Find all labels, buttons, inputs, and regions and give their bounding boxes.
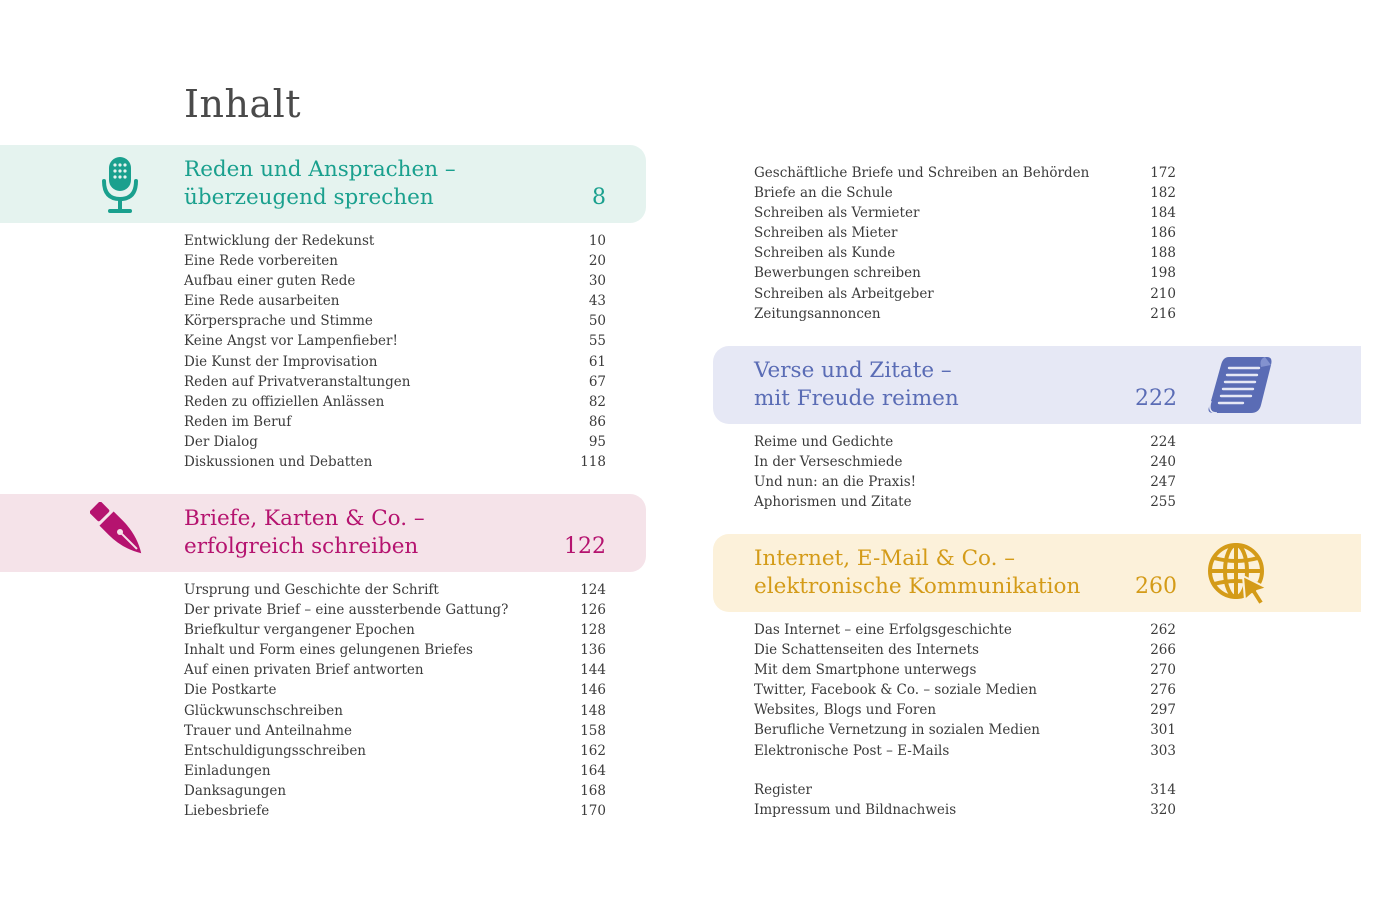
toc-entry[interactable]: Schreiben als Vermieter 184 (754, 205, 1176, 222)
toc-list-reden (184, 231, 606, 472)
chapter-header-briefe[interactable] (0, 494, 646, 572)
toc-entry[interactable]: Danksagungen 168 (184, 782, 606, 799)
toc-entry[interactable]: Eine Rede vorbereiten 20 (184, 253, 606, 270)
chapter-title: Reden und Ansprachen – überzeugend sprechen (184, 157, 456, 210)
toc-entry[interactable]: Briefe an die Schule 182 (754, 185, 1176, 202)
chapter-header-verse[interactable] (713, 346, 1361, 424)
chapter-title: Verse und Zitate – mit Freude reimen (754, 358, 959, 411)
chapter-page: 222 (1135, 386, 1177, 411)
toc-entry[interactable]: Schreiben als Mieter 186 (754, 225, 1176, 242)
toc-entry[interactable]: Reden zu offiziellen Anlässen 82 (184, 393, 606, 410)
toc-entry[interactable]: Twitter, Facebook & Co. – soziale Medien 276 (754, 682, 1176, 699)
toc-entry[interactable]: Der private Brief – eine aussterbende Gattung? 126 (184, 602, 606, 619)
fountain-pen-icon (90, 502, 150, 562)
chapter-page: 8 (592, 185, 606, 210)
toc-entry[interactable]: Eine Rede ausarbeiten 43 (184, 293, 606, 310)
chapter-title: Internet, E-Mail & Co. – elektronische Kommunikation (754, 546, 1081, 599)
microphone-icon (100, 155, 140, 215)
toc-entry[interactable]: Zeitungsannoncen 216 (754, 305, 1176, 322)
toc-entry[interactable]: Entschuldigungsschreiben 162 (184, 742, 606, 759)
toc-entry[interactable]: Keine Angst vor Lampenfieber! 55 (184, 333, 606, 350)
toc-entry[interactable]: Aufbau einer guten Rede 30 (184, 273, 606, 290)
toc-list-briefe (184, 580, 606, 821)
toc-entry[interactable]: Geschäftliche Briefe und Schreiben an Behörden 172 (754, 165, 1176, 181)
chapter-page: 122 (564, 534, 606, 559)
toc-list-internet (754, 620, 1176, 761)
toc-entry[interactable]: Reime und Gedichte 224 (754, 434, 1176, 450)
scroll-icon (1207, 355, 1275, 415)
page-title: Inhalt (184, 82, 302, 126)
toc-entry[interactable]: Einladungen 164 (184, 762, 606, 779)
chapter-header-reden[interactable] (0, 145, 646, 223)
toc-entry[interactable]: Entwicklung der Redekunst 10 (184, 233, 606, 249)
toc-entry[interactable]: Körpersprache und Stimme 50 (184, 313, 606, 330)
toc-entry[interactable]: Die Kunst der Improvisation 61 (184, 353, 606, 370)
toc-entry[interactable]: Schreiben als Arbeitgeber 210 (754, 285, 1176, 302)
toc-list-briefe-continued (754, 163, 1176, 324)
toc-entry[interactable]: Aphorismen und Zitate 255 (754, 494, 1176, 511)
toc-entry[interactable]: Die Postkarte 146 (184, 682, 606, 699)
toc-entry[interactable]: Briefkultur vergangener Epochen 128 (184, 622, 606, 639)
toc-entry[interactable]: Ursprung und Geschichte der Schrift 124 (184, 582, 606, 598)
chapter-header-internet[interactable] (713, 534, 1361, 612)
toc-entry[interactable]: Das Internet – eine Erfolgsgeschichte 262 (754, 622, 1176, 638)
toc-entry[interactable]: Websites, Blogs und Foren 297 (754, 702, 1176, 719)
toc-list-appendix (754, 780, 1176, 820)
chapter-title: Briefe, Karten & Co. – erfolgreich schreiben (184, 506, 425, 559)
toc-entry[interactable]: Und nun: an die Praxis! 247 (754, 474, 1176, 491)
toc-entry[interactable]: Bewerbungen schreiben 198 (754, 265, 1176, 282)
toc-entry[interactable]: Reden auf Privatveranstaltungen 67 (184, 373, 606, 390)
toc-entry[interactable]: Diskussionen und Debatten 118 (184, 454, 606, 471)
toc-entry[interactable]: Auf einen privaten Brief antworten 144 (184, 662, 606, 679)
toc-entry[interactable]: Der Dialog 95 (184, 433, 606, 450)
toc-list-verse (754, 432, 1176, 512)
chapter-page: 260 (1135, 574, 1177, 599)
toc-entry[interactable]: Reden im Beruf 86 (184, 413, 606, 430)
toc-entry[interactable]: Schreiben als Kunde 188 (754, 245, 1176, 262)
toc-entry[interactable]: Die Schattenseiten des Internets 266 (754, 642, 1176, 659)
toc-entry[interactable]: Trauer und Anteilnahme 158 (184, 722, 606, 739)
toc-entry[interactable]: Berufliche Vernetzung in sozialen Medien 301 (754, 722, 1176, 739)
toc-entry[interactable]: In der Verseschmiede 240 (754, 454, 1176, 471)
toc-entry[interactable]: Liebesbriefe 170 (184, 803, 606, 820)
globe-cursor-icon (1207, 542, 1271, 606)
toc-entry[interactable]: Register 314 (754, 782, 1176, 798)
toc-entry[interactable]: Mit dem Smartphone unterwegs 270 (754, 662, 1176, 679)
toc-entry[interactable]: Impressum und Bildnachweis 320 (754, 802, 1176, 819)
toc-entry[interactable]: Inhalt und Form eines gelungenen Briefes 136 (184, 642, 606, 659)
toc-entry[interactable]: Glückwunschschreiben 148 (184, 702, 606, 719)
toc-entry[interactable]: Elektronische Post – E-Mails 303 (754, 742, 1176, 759)
